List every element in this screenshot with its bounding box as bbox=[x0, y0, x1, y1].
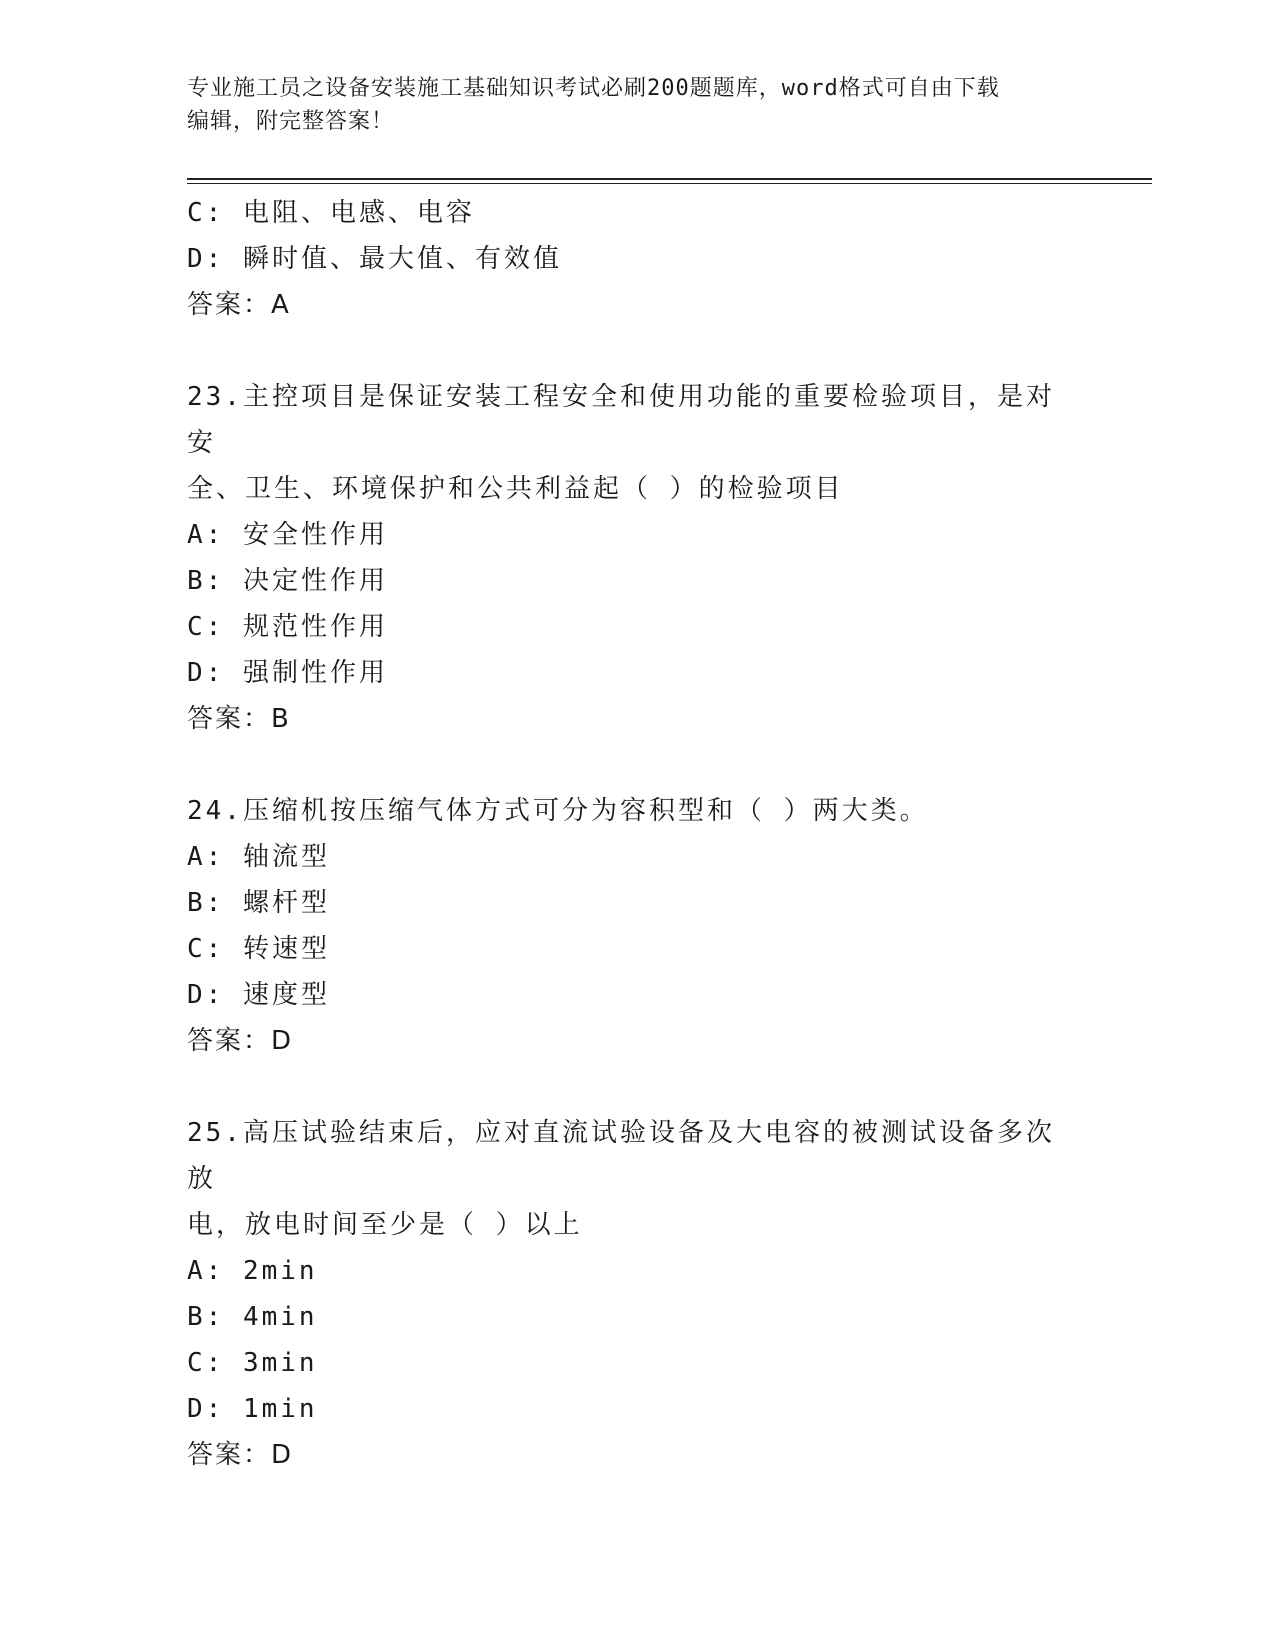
header-divider-thick bbox=[187, 178, 1152, 180]
option-d: D: 瞬时值、最大值、有效值 bbox=[187, 244, 562, 274]
question-stem bbox=[187, 788, 1057, 834]
option-d: D: 强制性作用 bbox=[187, 658, 388, 688]
question-stem-line1: 23.主控项目是保证安装工程安全和使用功能的重要检验项目，是对安 bbox=[187, 382, 1055, 458]
answer-label: 答案：A bbox=[187, 290, 291, 320]
option-b: B: 螺杆型 bbox=[187, 888, 330, 918]
option-d: D: 1min bbox=[187, 1394, 318, 1424]
option-d: D: 速度型 bbox=[187, 980, 330, 1010]
question-23 bbox=[187, 374, 1087, 742]
option-a: A: 安全性作用 bbox=[187, 520, 388, 550]
question-24 bbox=[187, 788, 1087, 1064]
option-c: C: 规范性作用 bbox=[187, 612, 388, 642]
header-title-line1: 专业施工员之设备安装施工基础知识考试必刷200题题库，word格式可自由下载 bbox=[187, 76, 1000, 101]
question-stem-line1: 25.高压试验结束后，应对直流试验设备及大电容的被测试设备多次放 bbox=[187, 1118, 1055, 1194]
answer-label: 答案：D bbox=[187, 1026, 294, 1056]
header-divider-thin bbox=[187, 183, 1152, 184]
option-c: C: 电阻、电感、电容 bbox=[187, 198, 475, 228]
option-c: C: 转速型 bbox=[187, 934, 330, 964]
question-stem bbox=[187, 1110, 1057, 1248]
question-stem-line2: 全、卫生、环境保护和公共利益起（ ）的检验项目 bbox=[187, 474, 844, 504]
question-list bbox=[187, 190, 1087, 1524]
answer-label: 答案：D bbox=[187, 1440, 294, 1470]
question-stem-line1: 24.压缩机按压缩气体方式可分为容积型和（ ）两大类。 bbox=[187, 796, 929, 826]
option-c: C: 3min bbox=[187, 1348, 318, 1378]
option-a: A: 2min bbox=[187, 1256, 318, 1286]
header-title-line2: 编辑，附完整答案！ bbox=[187, 109, 395, 134]
option-b: B: 4min bbox=[187, 1302, 318, 1332]
question-22 bbox=[187, 190, 1087, 328]
answer-label: 答案：B bbox=[187, 704, 291, 734]
question-stem-line2: 电，放电时间至少是（ ）以上 bbox=[187, 1210, 583, 1240]
question-stem bbox=[187, 374, 1057, 512]
document-header bbox=[187, 72, 1087, 138]
question-25 bbox=[187, 1110, 1087, 1478]
option-a: A: 轴流型 bbox=[187, 842, 330, 872]
option-b: B: 决定性作用 bbox=[187, 566, 388, 596]
